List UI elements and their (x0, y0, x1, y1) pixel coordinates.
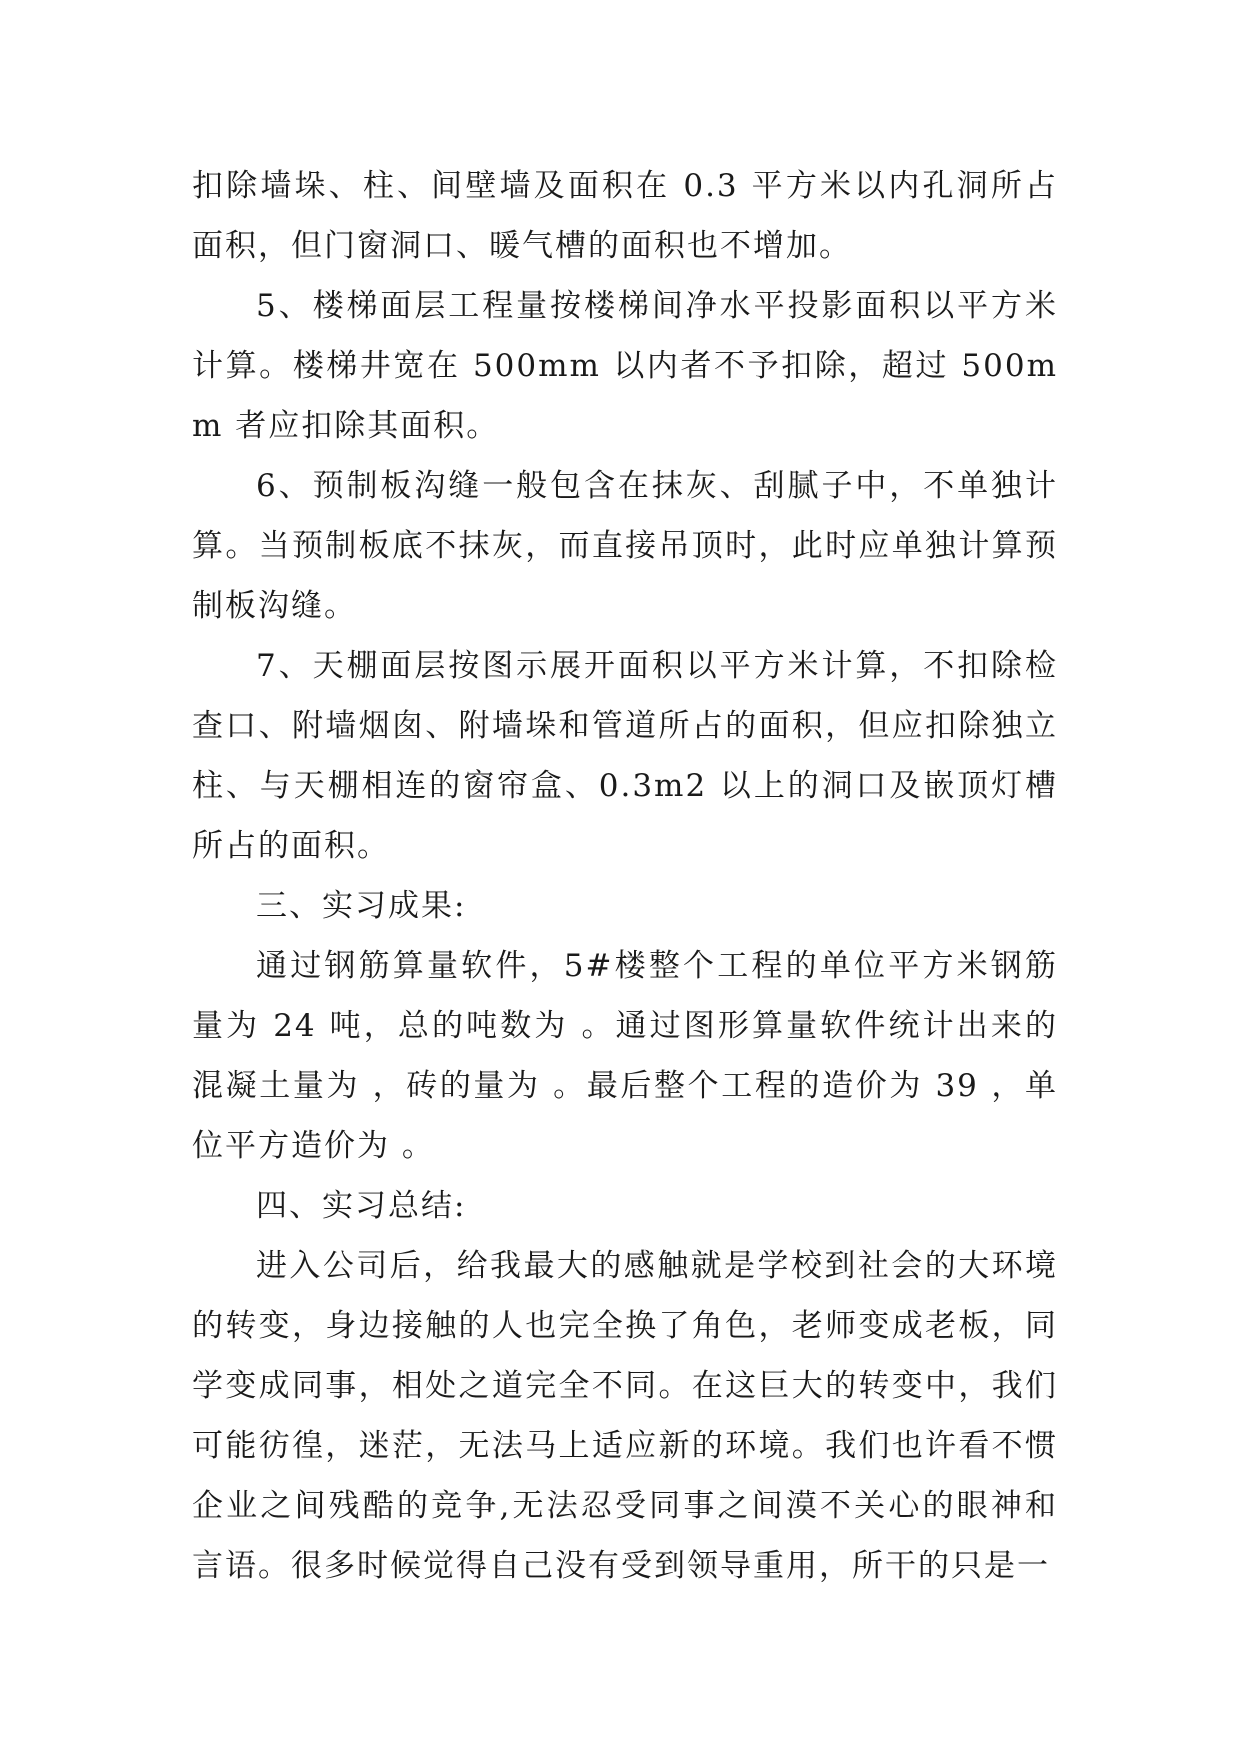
paragraph-item-6: 6、预制板沟缝一般包含在抹灰、刮腻子中，不单独计算。当预制板底不抹灰，而直接吊顶时，此时应单独计算预制板沟缝。 (192, 468, 1058, 624)
section-heading-results: 三、实习成果: (256, 888, 467, 924)
section-heading-summary: 四、实习总结: (256, 1188, 467, 1224)
paragraph-results: 通过钢筋算量软件，5#楼整个工程的单位平方米钢筋量为 24 吨，总的吨数为 。通过图形算量软件统计出来的混凝土量为 ，砖的量为 。最后整个工程的造价为 39 ，单位平方造价为 。 (192, 948, 1058, 1164)
paragraph-item-5: 5、楼梯面层工程量按楼梯间净水平投影面积以平方米计算。楼梯井宽在 500mm 以内者不予扣除，超过 500mm 者应扣除其面积。 (192, 288, 1058, 444)
document-body (192, 156, 1058, 1596)
paragraph-continuation: 扣除墙垛、柱、间壁墙及面积在 0.3 平方米以内孔洞所占面积，但门窗洞口、暖气槽的面积也不增加。 (192, 168, 1058, 264)
paragraph-summary: 进入公司后，给我最大的感触就是学校到社会的大环境的转变，身边接触的人也完全换了角色，老师变成老板，同学变成同事，相处之道完全不同。在这巨大的转变中，我们可能彷徨，迷茫，无法马上适应新的环境。我们也许看不惯企业之间残酷的竞争,无法忍受同事之间漠不关心的眼神和言语。很多时候觉得自己没有受到领导重用，所干的只是一 (192, 1248, 1058, 1584)
paragraph-item-7: 7、天棚面层按图示展开面积以平方米计算，不扣除检查口、附墙烟囱、附墙垛和管道所占的面积，但应扣除独立柱、与天棚相连的窗帘盒、0.3m2 以上的洞口及嵌顶灯槽所占的面积。 (192, 648, 1058, 864)
